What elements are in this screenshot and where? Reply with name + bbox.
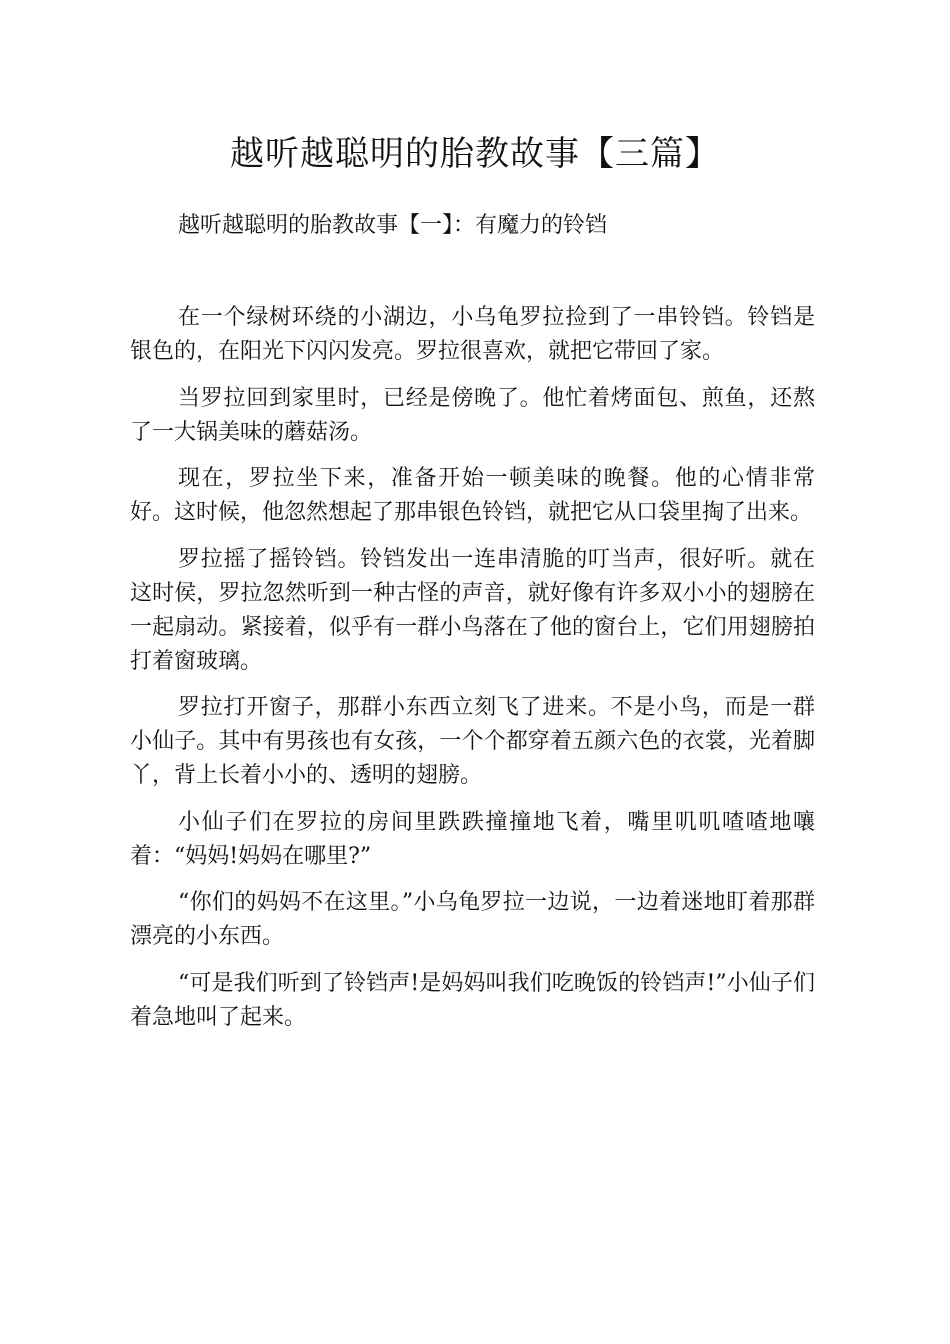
story-paragraph: 现在，罗拉坐下来，准备开始一顿美味的晚餐。他的心情非常好。这时候，他忽然想起了那串银色铃铛，就把它从口袋里掏了出来。 — [130, 466, 815, 525]
story-body — [130, 301, 815, 1047]
story-paragraph: “你们的妈妈不在这里。”小乌龟罗拉一边说，一边着迷地盯着那群漂亮的小东西。 — [130, 890, 815, 949]
document-title: 越听越聪明的胎教故事【三篇】 — [230, 134, 720, 174]
story-paragraph: 在一个绿树环绕的小湖边，小乌龟罗拉捡到了一串铃铛。铃铛是银色的，在阳光下闪闪发亮。罗拉很喜欢，就把它带回了家。 — [130, 305, 815, 364]
story-subtitle: 越听越聪明的胎教故事【一】：有魔力的铃铛 — [178, 213, 608, 238]
story-paragraph: 罗拉打开窗子，那群小东西立刻飞了进来。不是小鸟，而是一群小仙子。其中有男孩也有女孩，一个个都穿着五颜六色的衣裳，光着脚丫，背上长着小小的、透明的翅膀。 — [130, 695, 815, 788]
story-paragraph: 罗拉摇了摇铃铛。铃铛发出一连串清脆的叮当声，很好听。就在这时侯，罗拉忽然听到一种古怪的声音，就好像有许多双小小的翅膀在一起扇动。紧接着，似乎有一群小鸟落在了他的窗台上，它们用翅膀拍打着窗玻璃。 — [130, 546, 815, 674]
story-paragraph: 小仙子们在罗拉的房间里跌跌撞撞地飞着，嘴里叽叽喳喳地嚷着：“妈妈!妈妈在哪里?” — [130, 809, 815, 869]
story-paragraph: 当罗拉回到家里时，已经是傍晚了。他忙着烤面包、煎鱼，还熬了一大锅美味的蘑菇汤。 — [130, 385, 815, 445]
story-paragraph: “可是我们听到了铃铛声!是妈妈叫我们吃晚饭的铃铛声!”小仙子们着急地叫了起来。 — [130, 970, 815, 1030]
